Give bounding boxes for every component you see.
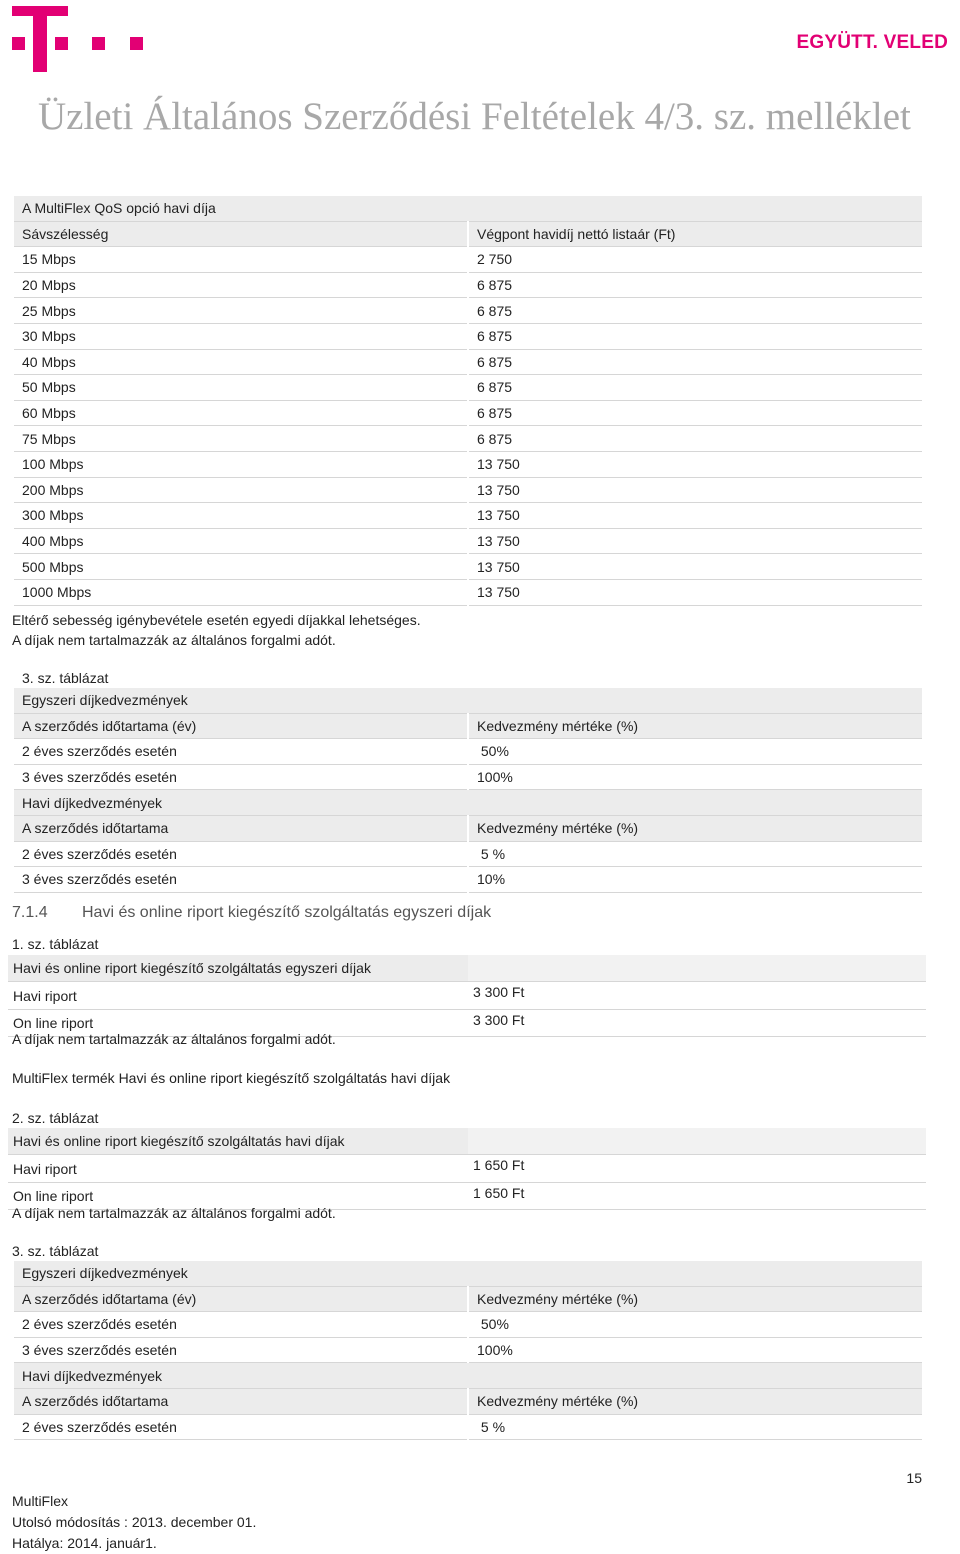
table-row (14, 323, 922, 349)
speed-note: Eltérő sebesség igénybevétele esetén egyedi díjakkal lehetséges. (12, 612, 421, 628)
vat-note: A díjak nem tartalmazzák az általános forgalmi adót. (12, 632, 336, 648)
column-header-discount: Kedvezmény mértéke (%) (468, 1388, 922, 1414)
column-header-duration: A szerződés időtartama (év) (14, 713, 468, 739)
bandwidth-cell: 25 Mbps (14, 298, 468, 324)
price-cell: 13 750 (468, 451, 922, 477)
header-spacer (468, 955, 926, 982)
footer (12, 1491, 256, 1554)
column-header-discount: Kedvezmény mértéke (%) (468, 815, 922, 841)
table-row (14, 247, 922, 273)
table-row (14, 298, 922, 324)
table-row (14, 1414, 922, 1440)
discount-cell: 100% (468, 1337, 922, 1363)
column-header-discount: Kedvezmény mértéke (%) (468, 1286, 922, 1312)
header-spacer (468, 1128, 926, 1155)
report-price-cell: 3 300 Ft (468, 1009, 926, 1036)
section-title-row (14, 688, 922, 713)
column-header-bandwidth: Sávszélesség (14, 221, 468, 247)
duration-cell: 3 éves szerződés esetén (14, 1337, 468, 1363)
table-row (14, 579, 922, 605)
table-header-row (14, 221, 922, 247)
table-row (14, 400, 922, 426)
table-row (14, 451, 922, 477)
bandwidth-cell: 15 Mbps (14, 247, 468, 273)
section-title-row (14, 790, 922, 816)
duration-cell: 2 éves szerződés esetén (14, 1414, 468, 1440)
table-header-row (8, 955, 926, 982)
column-header-price: Végpont havidíj nettó listaár (Ft) (468, 221, 922, 247)
table-header: Havi és online riport kiegészítő szolgáltatás egyszeri díjak (8, 955, 468, 982)
report-name-cell: On line riport (8, 1009, 468, 1036)
table-row (8, 1155, 926, 1182)
table-row (14, 477, 922, 503)
section-number: 7.1.4 (12, 904, 48, 921)
bandwidth-cell: 60 Mbps (14, 400, 468, 426)
table-row (14, 272, 922, 298)
bandwidth-cell: 400 Mbps (14, 528, 468, 554)
price-cell: 6 875 (468, 323, 922, 349)
table-caption: 3. sz. táblázat (12, 1243, 99, 1259)
table-caption: 3. sz. táblázat (22, 670, 109, 686)
table-header-row (8, 1128, 926, 1155)
price-cell: 13 750 (468, 579, 922, 605)
table-row (14, 841, 922, 867)
table-row (14, 503, 922, 529)
table-header-row (14, 196, 922, 221)
discount-table (14, 688, 922, 893)
report-name-cell: Havi riport (8, 1155, 468, 1182)
report-price-cell: 3 300 Ft (468, 982, 926, 1009)
section-title-row (14, 1261, 922, 1286)
section-title: Havi díjkedvezmények (14, 790, 922, 816)
report-price-cell: 1 650 Ft (468, 1182, 926, 1209)
price-cell: 2 750 (468, 247, 922, 273)
table-row (14, 1312, 922, 1338)
vat-note: A díjak nem tartalmazzák az általános forgalmi adót. (12, 1031, 336, 1047)
footer-product: MultiFlex (12, 1493, 69, 1509)
page-number: 15 (906, 1470, 922, 1486)
discount-cell: 5 % (468, 841, 922, 867)
duration-cell: 3 éves szerződés esetén (14, 764, 468, 790)
report-price-cell: 1 650 Ft (468, 1155, 926, 1182)
duration-cell: 3 éves szerződés esetén (14, 867, 468, 893)
section-heading (12, 904, 491, 922)
price-cell: 13 750 (468, 477, 922, 503)
column-header-duration: A szerződés időtartama (14, 815, 468, 841)
bandwidth-cell: 30 Mbps (14, 323, 468, 349)
telekom-logo (12, 6, 152, 72)
table-header-row (14, 713, 922, 739)
report-onetime-fee-table (8, 955, 926, 1037)
bandwidth-cell: 200 Mbps (14, 477, 468, 503)
report-name-cell: On line riport (8, 1182, 468, 1209)
discount-cell: 50% (468, 1312, 922, 1338)
qos-table-title: A MultiFlex QoS opció havi díja (14, 196, 922, 221)
qos-price-table (14, 196, 922, 606)
table-row (14, 739, 922, 765)
footer-modified: Utolsó módosítás : 2013. december 01. (12, 1514, 257, 1530)
table-row (14, 764, 922, 790)
price-cell: 6 875 (468, 375, 922, 401)
column-header-discount: Kedvezmény mértéke (%) (468, 713, 922, 739)
table-row (14, 554, 922, 580)
monthly-fee-heading: MultiFlex termék Havi és online riport kiegészítő szolgáltatás havi díjak (12, 1070, 451, 1086)
section-title-row (14, 1363, 922, 1389)
column-header-duration: A szerződés időtartama (14, 1388, 468, 1414)
bandwidth-cell: 40 Mbps (14, 349, 468, 375)
price-cell: 6 875 (468, 298, 922, 324)
section-title: Havi és online riport kiegészítő szolgáltatás egyszeri díjak (82, 904, 492, 921)
duration-cell: 2 éves szerződés esetén (14, 841, 468, 867)
price-cell: 6 875 (468, 272, 922, 298)
footer-effective: Hatálya: 2014. január1. (12, 1535, 157, 1551)
column-header-duration: A szerződés időtartama (év) (14, 1286, 468, 1312)
section-title: Egyszeri díjkedvezmények (14, 688, 922, 713)
section-title: Havi díjkedvezmények (14, 1363, 922, 1389)
table-row (14, 867, 922, 893)
price-cell: 6 875 (468, 400, 922, 426)
table-header-row (14, 1286, 922, 1312)
table-caption: 2. sz. táblázat (12, 1110, 99, 1126)
duration-cell: 2 éves szerződés esetén (14, 1312, 468, 1338)
duration-cell: 2 éves szerződés esetén (14, 739, 468, 765)
brand-tagline: EGYÜTT. VELED (796, 32, 948, 53)
bandwidth-cell: 75 Mbps (14, 426, 468, 452)
page-title: Üzleti Általános Szerződési Feltételek 4/3. sz. melléklet (38, 95, 911, 138)
table-row (14, 426, 922, 452)
bandwidth-cell: 1000 Mbps (14, 579, 468, 605)
section-title: Egyszeri díjkedvezmények (14, 1261, 922, 1286)
table-header-row (14, 815, 922, 841)
table-row (8, 982, 926, 1009)
discount-cell: 100% (468, 764, 922, 790)
discount-cell: 10% (468, 867, 922, 893)
report-name-cell: Havi riport (8, 982, 468, 1009)
price-cell: 6 875 (468, 426, 922, 452)
discount-cell: 5 % (468, 1414, 922, 1440)
price-cell: 6 875 (468, 349, 922, 375)
discount-table (14, 1261, 922, 1440)
bandwidth-cell: 20 Mbps (14, 272, 468, 298)
table-row (14, 375, 922, 401)
bandwidth-cell: 50 Mbps (14, 375, 468, 401)
price-cell: 13 750 (468, 503, 922, 529)
bandwidth-cell: 300 Mbps (14, 503, 468, 529)
table-caption: 1. sz. táblázat (12, 936, 99, 952)
price-cell: 13 750 (468, 528, 922, 554)
table-header: Havi és online riport kiegészítő szolgáltatás havi díjak (8, 1128, 468, 1155)
price-cell: 13 750 (468, 554, 922, 580)
table-row (14, 1337, 922, 1363)
report-monthly-fee-table (8, 1128, 926, 1210)
vat-note: A díjak nem tartalmazzák az általános forgalmi adót. (12, 1205, 336, 1221)
bandwidth-cell: 100 Mbps (14, 451, 468, 477)
bandwidth-cell: 500 Mbps (14, 554, 468, 580)
discount-cell: 50% (468, 739, 922, 765)
table-row (14, 528, 922, 554)
table-row (14, 349, 922, 375)
table-header-row (14, 1388, 922, 1414)
